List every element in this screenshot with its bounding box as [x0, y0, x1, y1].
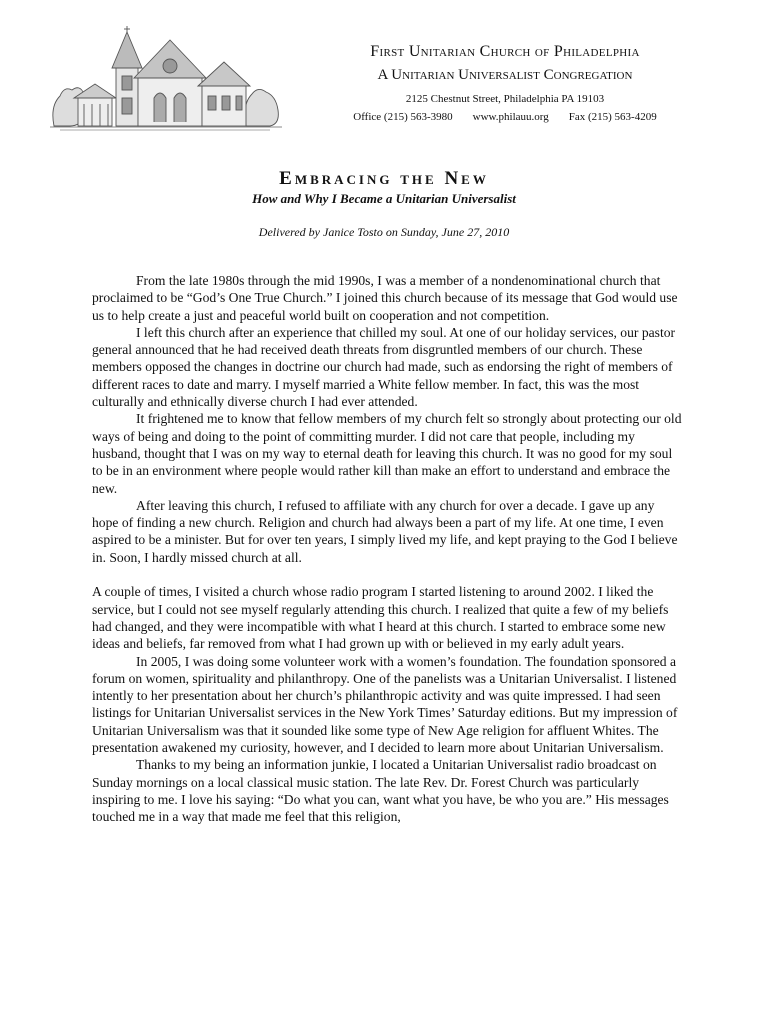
contact-line — [300, 110, 710, 124]
paragraph: Thanks to my being an information junkie, I located a Unitarian Universalist radio broadcast on Sunday mornings on a local classical music station. The late Rev. Dr. Forest Church was particularly inspiring to me. I love his saying: “Do what you can, want what you have, be who you are.” His messages touched me in a way that made me feel that this religion, — [92, 757, 669, 825]
document-title: Embracing the New — [279, 168, 489, 189]
fax-number: Fax (215) 563-4209 — [568, 111, 657, 123]
paragraph: It frightened me to know that fellow members of my church felt so strongly about protecting our old ways of being and doing to the point of committing murder. I did not care that people, including my husband, thought that I was on my way to eternal death for leaving this church. It was no good for my soul to be in an environment where people would rather kill than make an effort to understand and embrace the new. — [92, 411, 682, 496]
office-phone: Office (215) 563-3980 — [353, 111, 453, 123]
church-name: First Unitarian Church of Philadelphia — [370, 43, 640, 60]
church-building-illustration — [50, 26, 282, 134]
congregation-subtitle: A Unitarian Universalist Congregation — [377, 67, 633, 83]
sermon-body — [92, 272, 682, 826]
paragraph: After leaving this church, I refused to affiliate with any church for over a decade. I gave up any hope of finding a new church. Religion and church had always been a part of my life. At one time, I even aspired to be a minister. But for over ten years, I simply lived my life, and kept praying to the God I believe in. Soon, I hardly missed church at all. — [92, 497, 678, 565]
paragraph: In 2005, I was doing some volunteer work with a women’s foundation. The foundation sponsored a forum on women, spirituality and philanthropy. One of the panelists was a Unitarian Universalist. I listened intently to her presentation about her church’s philanthropic activity and was quite impressed. I had seen listings for Unitarian Universalist services in the New York Times’ Saturday editions. But my impression of Unitarian Universalism was that it sounded like some type of New Age religion for affluent Whites. The presentation awakened my curiosity, however, and I decided to learn more about Unitarian Universalism. — [92, 653, 678, 756]
paragraph: From the late 1980s through the mid 1990s, I was a member of a nondenominational church that proclaimed to be “God’s One True Church.” I joined this church because of its message that God would use us to help create a just and peaceful world built on cooperation and not competition. — [92, 273, 678, 323]
letterhead — [300, 42, 710, 124]
title-block — [0, 168, 768, 240]
website-link[interactable]: www.philauu.org — [472, 111, 549, 123]
paragraph: A couple of times, I visited a church whose radio program I started listening to around 2002. I liked the service, but I could not see myself regularly attending this church. I realized that quite a few of my beliefs had changed, and they were incompatible with what I heard at this church. I started to embrace some new ideas and beliefs, far removed from what I had grown up with or believed in my early adult years. — [92, 584, 669, 652]
paragraph: I left this church after an experience that chilled my soul. At one of our holiday services, our pastor general announced that he had received death threats from disgruntled members of our church. These members opposed the changes in doctrine our church had made, such as endorsing the right of members of different races to date and marry. I myself married a White fellow member. In fact, this was the most culturally and ethnically diverse church I had ever attended. — [92, 324, 676, 410]
delivered-by-line: Delivered by Janice Tosto on Sunday, June 27, 2010 — [258, 225, 510, 239]
church-address: 2125 Chestnut Street, Philadelphia PA 19103 — [405, 93, 605, 105]
document-subtitle: How and Why I Became a Unitarian Universalist — [252, 191, 516, 206]
